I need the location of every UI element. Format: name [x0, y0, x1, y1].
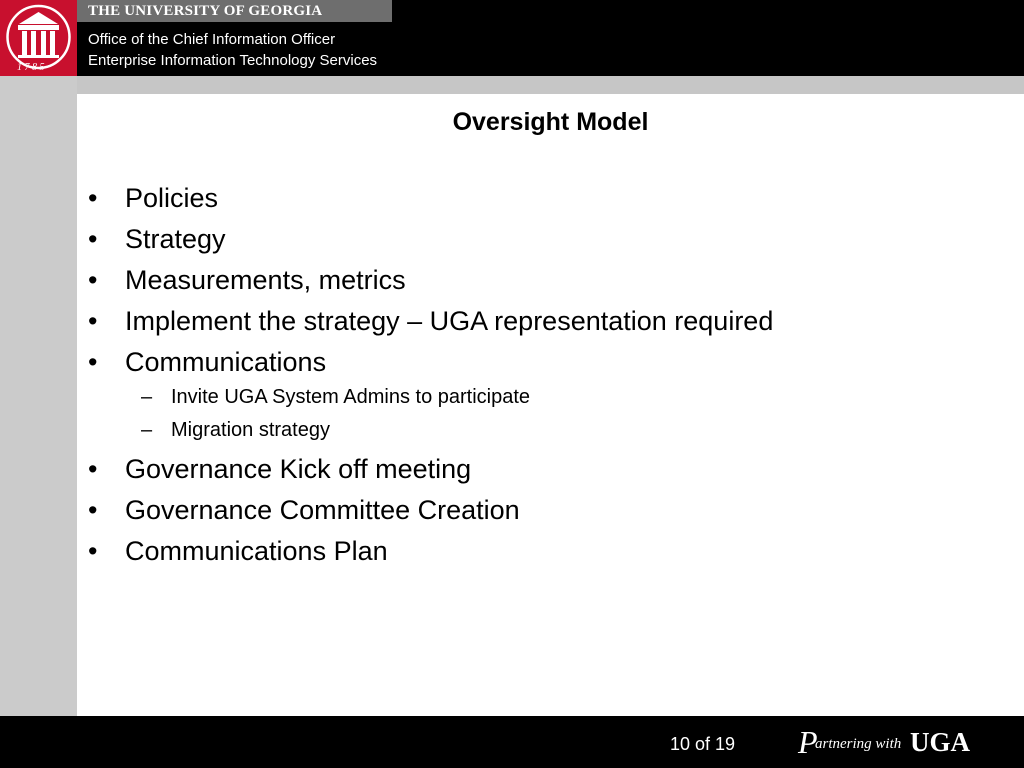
- bullet-text: Strategy: [125, 224, 226, 254]
- bullet-text: Governance Committee Creation: [125, 495, 520, 525]
- page-counter: 10 of 19: [670, 734, 736, 754]
- bullet-marker: •: [88, 224, 98, 254]
- bullet-marker: •: [88, 536, 98, 566]
- bullet-text: Communications Plan: [125, 536, 388, 566]
- bullet-text: Communications: [125, 347, 327, 377]
- bullet-marker: •: [88, 347, 98, 377]
- sub-bullet-marker: –: [141, 386, 153, 408]
- bullet-text: Governance Kick off meeting: [125, 454, 472, 484]
- bullet-marker: •: [88, 495, 98, 525]
- header-bar: [0, 0, 1024, 78]
- bullet-marker: •: [88, 265, 98, 295]
- left-sidebar-bar: [0, 76, 77, 716]
- logo-year: 1 7 8 5: [17, 62, 45, 73]
- bullet-text: Measurements, metrics: [125, 265, 406, 295]
- university-name: THE UNIVERSITY OF GEORGIA: [88, 3, 323, 19]
- bullet-marker: •: [88, 454, 98, 484]
- office-name: Office of the Chief Information Officer: [88, 31, 336, 48]
- sub-bullet-text: Invite UGA System Admins to participate: [171, 386, 531, 408]
- uga-logo[interactable]: [0, 0, 77, 76]
- slide-title: Oversight Model: [452, 108, 649, 136]
- bullet-text: Implement the strategy – UGA representation required: [125, 306, 774, 336]
- partner-initial: P: [798, 724, 818, 760]
- partner-text: artnering with: [815, 736, 902, 752]
- sub-bullet-marker: –: [141, 419, 153, 441]
- bullet-marker: •: [88, 183, 98, 213]
- sub-bullet-text: Migration strategy: [171, 419, 330, 441]
- header-divider: [0, 76, 1024, 94]
- partner-uga: UGA: [910, 727, 970, 757]
- bullet-marker: •: [88, 306, 98, 336]
- bullet-text: Policies: [125, 183, 219, 213]
- department-name: Enterprise Information Technology Services: [88, 52, 378, 69]
